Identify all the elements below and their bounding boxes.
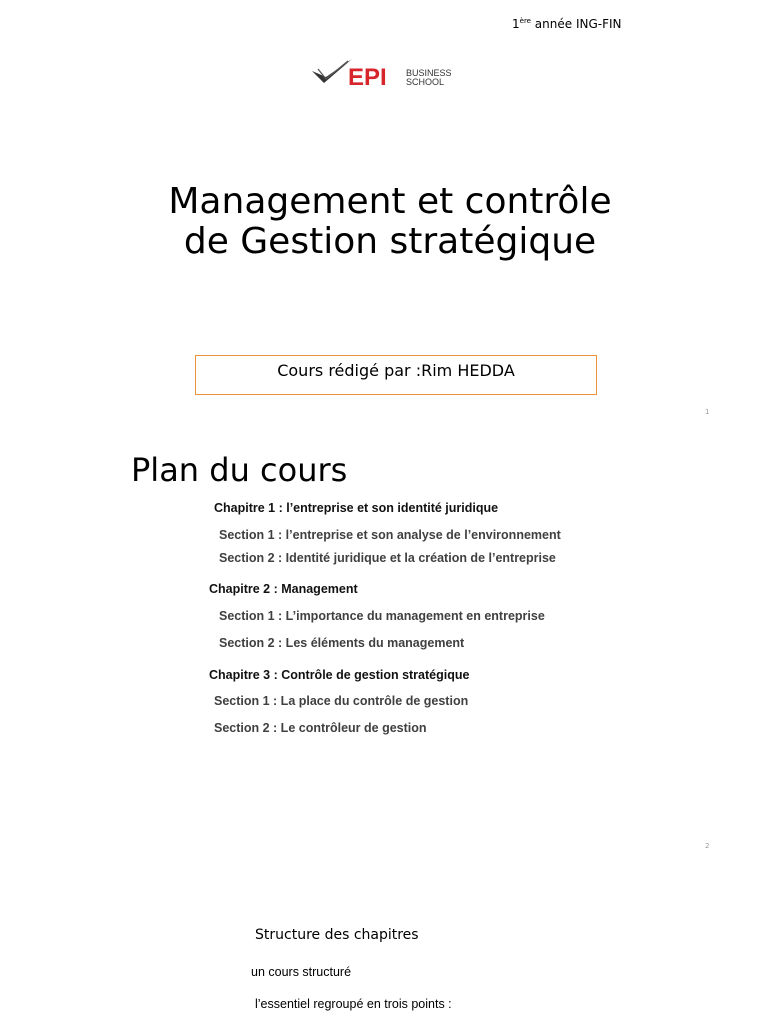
chapter-1-section-2: Section 2 : Identité juridique et la création de l’entreprise: [219, 551, 556, 565]
page-number-1: 1: [705, 408, 710, 416]
structure-line-1: un cours structuré: [251, 965, 352, 979]
author-text: Cours rédigé par :Rim HEDDA: [277, 361, 515, 380]
plan-title: Plan du cours: [131, 451, 348, 489]
chapter-3-section-1: Section 1 : La place du contrôle de gestion: [214, 694, 469, 708]
title-line-2: de Gestion stratégique: [183, 221, 597, 262]
epi-business-school-logo: [310, 57, 466, 89]
author-box: [195, 355, 597, 395]
year-prefix: 1: [512, 17, 520, 31]
chapter-2-section-1: Section 1 : L’importance du management en entreprise: [219, 609, 545, 623]
logo-epi-text: EPI: [348, 64, 387, 89]
chapter-2-heading: Chapitre 2 : Management: [209, 582, 358, 596]
title-line-1: Management et contrôle: [168, 181, 612, 222]
logo-subtext-2: SCHOOL: [406, 77, 445, 87]
year-superscript: ère: [519, 17, 531, 25]
chapter-1-heading: Chapitre 1 : l’entreprise et son identité juridique: [214, 501, 499, 515]
structure-line-2: l’essentiel regroupé en trois points :: [255, 997, 452, 1011]
chapter-3-section-2: Section 2 : Le contrôleur de gestion: [214, 721, 427, 735]
chapter-1-section-1: Section 1 : l’entreprise et son analyse de l’environnement: [219, 528, 561, 542]
document-title: [100, 182, 680, 262]
chapter-3-heading: Chapitre 3 : Contrôle de gestion stratégique: [209, 668, 470, 682]
class-year-label: [512, 17, 622, 31]
structure-title: Structure des chapitres: [255, 927, 419, 943]
logo-subtext-1: BUSINESS: [406, 68, 452, 78]
page-number-2: 2: [705, 842, 710, 850]
chapter-2-section-2: Section 2 : Les éléments du management: [219, 636, 465, 650]
year-suffix: année ING-FIN: [530, 17, 622, 31]
